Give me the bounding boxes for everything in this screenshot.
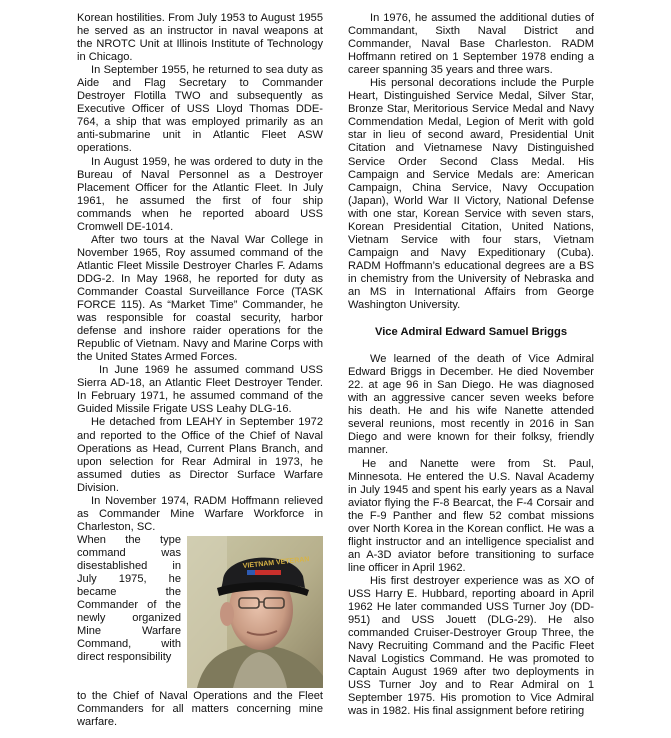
paragraph-briggs-death: We learned of the death of Vice Admiral Edward Briggs in December. He died November 22. at age 96 in San Diego. He was diagnosed with an aggressive cancer seven weeks before his death. He and his wife Nanette attended several reunions, most recently in 2016 in San Diego and were known for their folksy, friendly manner. (348, 353, 594, 457)
paragraph-briggs-destroyer: His first destroyer experience was as XO of USS Harry E. Hubbard, reporting aboard in April 1962 He later commanded USS Turner Joy (DD-951) and USS Jouett (DLG-29). He also commanded Cruiser-Destroyer Group Three, the Navy Recruiting Command and the Pacific Fleet Naval Logistics Command. He was promoted to Captain August 1969 after two deployments in USS Turner Joy and to Rear Admiral on 1 September 1975. His promotion to Vice Admiral was in 1982. His final assignment before retiring (348, 574, 594, 718)
paragraph-naval-war-college: After two tours at the Naval War College in November 1965, Roy assumed command of the Atlantic Fleet Missile Destroyer Charles F. Adams DDG-2. In May 1968, he reported for duty as Commander Coastal Surveillance Force (TASK FORCE 115). As “Market Time” Commander, he was responsible for coastal security, harbor defense and inshore raider operations for the Republic of Vietnam. Navy and Marine Corps with the United States Armed Forces. (77, 233, 323, 364)
paragraph-sierra-command: In June 1969 he assumed command USS Sierra AD-18, an Atlantic Fleet Destroyer Tender. In February 1971, he assumed command of the Guided Missile Frigate USS Leahy DLG-16. (77, 364, 323, 416)
paragraph-korean-hostilities: Korean hostilities. From July 1953 to August 1955 he served as an instructor in naval weapons at the NROTC Unit at Illinois Institute of Technology in Chicago. (77, 12, 323, 64)
paragraph-mine-warfare-wrap: When the type command was disestablished in July 1975, he became the Commander of the newly organized Mine Warfare Command, with direct responsibility (77, 533, 181, 664)
paragraph-bureau-personnel-1959: In August 1959, he was ordered to duty in the Bureau of Naval Personnel as a Destroyer Placement Officer for the Atlantic Fleet. In July 1961, he assumed the first of four ship commands when he reported aboard USS Cromwell DE-1014. (77, 155, 323, 233)
right-column (348, 12, 594, 718)
paragraph-decorations: His personal decorations include the Purple Heart, Distinguished Service Medal, Silver Star, Bronze Star, Meritorious Service Medal and Navy Commendation Medal, Legion of Merit with gold star in lieu of second award, Presidential Unit Citation and Vietnamese Navy Distinguished Service Order Second Class Medal. His Campaign and Service Medals are: American Campaign, China Service, Navy Occupation (Japan), World War II Victory, National Defense with one star, Korean Service with seven stars, Korean Presidential Citation, United Nations, Vietnam Service with four stars, Vietnam Campaign and Navy Expeditionary (Cuba). RADM Hoffmann’s educational degrees are a BS in chemistry from the University of Nebraska and an MS in International Affairs from George Washington University. (348, 77, 594, 312)
veteran-portrait-image (187, 536, 323, 688)
left-column (77, 12, 323, 729)
paragraph-leahy-detached: He detached from LEAHY in September 1972 and reported to the Office of the Chief of Naval Operations as Head, Current Plans Branch, and upon selection for Rear Admiral in 1973, he assumed duties as Director Surface Warfare Division. (77, 416, 323, 494)
veteran-portrait-photo (187, 536, 323, 688)
paragraph-briggs-early-career: He and Nanette were from St. Paul, Minnesota. He entered the U.S. Naval Academy in July 1945 and spent his early years as a Naval aviator flying the F-8 Bearcat, the F-4 Corsair and the F-9 Panther and flew 52 combat missions over North Korea in the Korean conflict. He was a flight instructor and an intelligence specialist and an A-3D aviator before transitioning to surface line officer in April 1962. (348, 457, 594, 574)
paragraph-commandant-1976: In 1976, he assumed the additional duties of Commandant, Sixth Naval District and Commander, Naval Base Charleston. RADM Hoffmann retired on 1 September 1978 ending a career spanning 35 years and three wars. (348, 12, 594, 77)
section-heading-briggs: Vice Admiral Edward Samuel Briggs (374, 326, 568, 339)
paragraph-mine-warfare-lead: In November 1974, RADM Hoffmann relieved as Commander Mine Warfare Workforce in Charleston, SC. (77, 494, 323, 533)
paragraph-mine-warfare-tail: to the Chief of Naval Operations and the Fleet Commanders for all matters concerning mine warfare. (77, 689, 323, 728)
paragraph-sea-duty-1955: In September 1955, he returned to sea duty as Aide and Flag Secretary to Commander Destroyer Flotilla TWO and subsequently as Executive Officer of USS Lloyd Thomas DDE-764, a ship that was employed primarily as an anti-submarine unit in Atlantic Fleet ASW operations. (77, 64, 323, 155)
cap-text: VIETNAM VETERAN (242, 555, 310, 570)
